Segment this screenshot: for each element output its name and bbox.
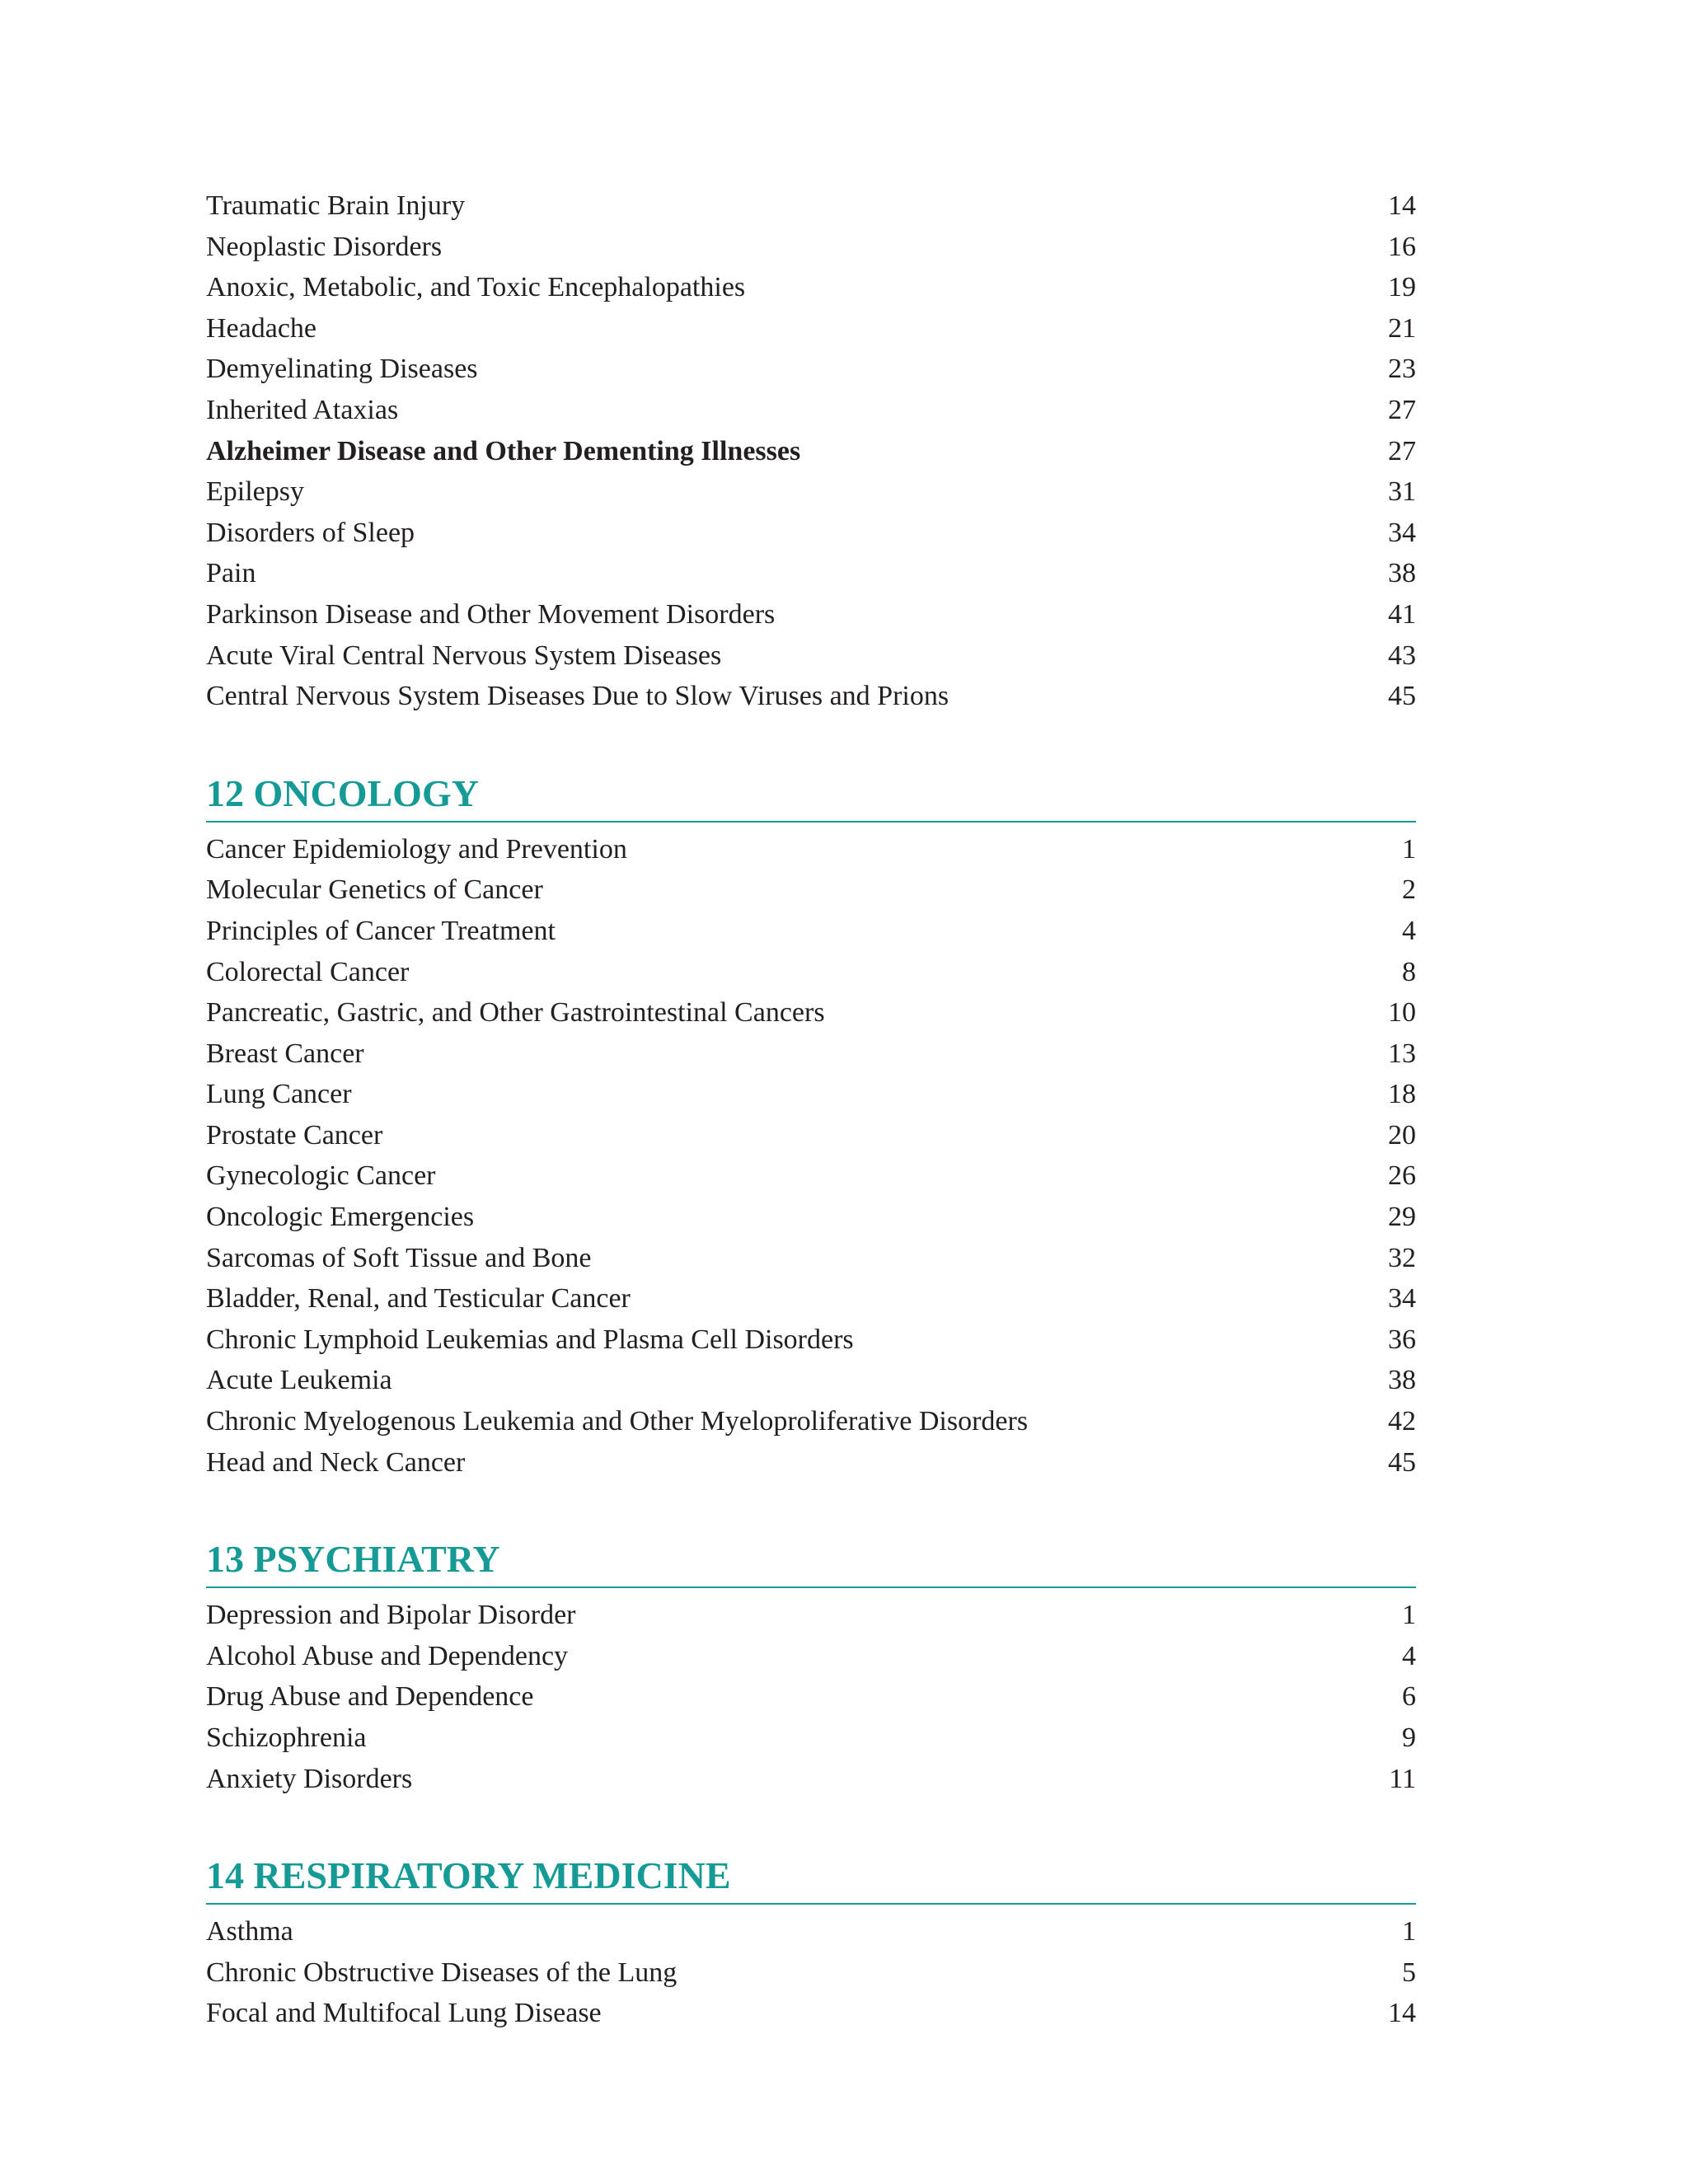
toc-entry[interactable] [206, 829, 1416, 870]
toc-entry-title: Chronic Lymphoid Leukemias and Plasma Cell Disorders [206, 1324, 854, 1355]
toc-entry-page: 1 [1402, 833, 1416, 865]
toc-entry-page: 19 [1388, 272, 1416, 303]
toc-entry[interactable] [206, 1759, 1416, 1800]
toc-entry[interactable] [206, 911, 1416, 952]
toc-entry-title: Sarcomas of Soft Tissue and Bone [206, 1242, 592, 1273]
toc-entry[interactable] [206, 594, 1416, 635]
toc-entry[interactable] [206, 1074, 1416, 1115]
toc-entry[interactable] [206, 1197, 1416, 1238]
section-respiratory-medicine [206, 1854, 1416, 2034]
toc-entry-title: Demyelinating Diseases [206, 354, 478, 385]
toc-entry[interactable] [206, 227, 1416, 268]
toc-entry-page: 2 [1402, 874, 1416, 906]
toc-entry-page: 45 [1388, 1446, 1416, 1478]
toc-entry-title: Cancer Epidemiology and Prevention [206, 833, 627, 865]
toc-entry[interactable] [206, 185, 1416, 227]
section-heading[interactable]: 12 ONCOLOGY [206, 771, 1416, 823]
toc-entry[interactable] [206, 869, 1416, 911]
toc-entry-title: Lung Cancer [206, 1079, 352, 1110]
toc-entry-page: 14 [1388, 190, 1416, 221]
toc-entry[interactable] [206, 1636, 1416, 1677]
toc-entry-title: Bladder, Renal, and Testicular Cancer [206, 1283, 631, 1315]
toc-entry-title: Molecular Genetics of Cancer [206, 874, 543, 906]
toc-entry-page: 4 [1402, 1640, 1416, 1671]
toc-entry-title: Schizophrenia [206, 1722, 367, 1753]
toc-entry-title: Inherited Ataxias [206, 394, 399, 425]
toc-entry[interactable] [206, 553, 1416, 594]
toc-entry-page: 13 [1388, 1038, 1416, 1069]
toc-entry-title: Acute Leukemia [206, 1365, 392, 1396]
toc-entry-page: 42 [1388, 1406, 1416, 1437]
toc-entry[interactable] [206, 992, 1416, 1033]
toc-entry-title: Head and Neck Cancer [206, 1446, 466, 1478]
toc-entry-page: 27 [1388, 435, 1416, 466]
toc-entry-page: 1 [1402, 1600, 1416, 1631]
toc-entry-page: 9 [1402, 1722, 1416, 1753]
toc-entry[interactable] [206, 1676, 1416, 1718]
toc-entry[interactable] [206, 1155, 1416, 1197]
toc-entry[interactable] [206, 952, 1416, 993]
toc-entry-page: 20 [1388, 1119, 1416, 1151]
toc-entry-title: Pain [206, 558, 256, 589]
toc-entry[interactable] [206, 390, 1416, 431]
toc-entry-page: 16 [1388, 231, 1416, 262]
toc-entry[interactable] [206, 1319, 1416, 1361]
toc-entry-highlighted[interactable] [206, 431, 1416, 472]
toc-entry-title: Prostate Cancer [206, 1119, 383, 1151]
section-heading[interactable]: 13 PSYCHIATRY [206, 1537, 1416, 1588]
toc-entry[interactable] [206, 1442, 1416, 1483]
toc-entry-title: Chronic Obstructive Diseases of the Lung [206, 1957, 678, 1988]
toc-entry-title: Alzheimer Disease and Other Dementing Illnesses [206, 435, 801, 466]
toc-entry[interactable] [206, 635, 1416, 677]
toc-entry-title: Alcohol Abuse and Dependency [206, 1640, 569, 1671]
toc-entry-title: Headache [206, 312, 317, 344]
toc-entry-page: 43 [1388, 640, 1416, 671]
toc-entry[interactable] [206, 308, 1416, 349]
toc-entry-page: 4 [1402, 915, 1416, 946]
toc-entry[interactable] [206, 1952, 1416, 1994]
toc-entry-page: 34 [1388, 517, 1416, 548]
toc-entry-title: Breast Cancer [206, 1038, 364, 1069]
toc-entry-page: 34 [1388, 1283, 1416, 1315]
toc-entry[interactable] [206, 676, 1416, 717]
toc-entry-title: Epilepsy [206, 476, 304, 508]
previous-chapter-entries [206, 185, 1416, 717]
toc-entry-title: Traumatic Brain Injury [206, 190, 466, 221]
toc-entry-page: 29 [1388, 1202, 1416, 1233]
toc-entry-page: 38 [1388, 1365, 1416, 1396]
section-oncology [206, 771, 1416, 1483]
toc-entry-page: 6 [1402, 1681, 1416, 1713]
toc-entry[interactable] [206, 1278, 1416, 1319]
section-heading[interactable]: 14 RESPIRATORY MEDICINE [206, 1854, 1416, 1905]
toc-entry[interactable] [206, 1360, 1416, 1401]
toc-entry[interactable] [206, 1115, 1416, 1156]
toc-entry-title: Asthma [206, 1916, 293, 1947]
section-psychiatry [206, 1537, 1416, 1799]
toc-entry-title: Focal and Multifocal Lung Disease [206, 1998, 602, 2029]
toc-entry-title: Colorectal Cancer [206, 956, 410, 987]
toc-entry-page: 11 [1389, 1763, 1416, 1794]
toc-entry[interactable] [206, 349, 1416, 390]
toc-entry-title: Gynecologic Cancer [206, 1160, 436, 1192]
toc-entry-page: 1 [1402, 1916, 1416, 1947]
toc-entry-title: Oncologic Emergencies [206, 1202, 475, 1233]
toc-entry[interactable] [206, 1401, 1416, 1442]
toc-entry-page: 14 [1388, 1998, 1416, 2029]
toc-entry-page: 10 [1388, 997, 1416, 1029]
toc-entry-page: 41 [1388, 598, 1416, 630]
toc-entry-title: Depression and Bipolar Disorder [206, 1600, 576, 1631]
toc-entry-page: 26 [1388, 1160, 1416, 1192]
toc-entry-page: 45 [1388, 681, 1416, 712]
table-of-contents [206, 185, 1416, 2034]
toc-entry[interactable] [206, 1993, 1416, 2034]
toc-entry-page: 36 [1388, 1324, 1416, 1355]
toc-entry[interactable] [206, 1718, 1416, 1759]
toc-entry-title: Anoxic, Metabolic, and Toxic Encephalopathies [206, 272, 746, 303]
toc-entry-page: 8 [1402, 956, 1416, 987]
toc-entry-page: 32 [1388, 1242, 1416, 1273]
toc-entry-title: Central Nervous System Diseases Due to Slow Viruses and Prions [206, 681, 950, 712]
toc-entry-title: Acute Viral Central Nervous System Diseases [206, 640, 722, 671]
toc-entry-title: Anxiety Disorders [206, 1763, 413, 1794]
toc-entry[interactable] [206, 513, 1416, 554]
toc-entry-title: Neoplastic Disorders [206, 231, 443, 262]
toc-entry[interactable] [206, 1238, 1416, 1279]
toc-entry-page: 27 [1388, 394, 1416, 425]
toc-entry-title: Chronic Myelogenous Leukemia and Other Myeloproliferative Disorders [206, 1406, 1029, 1437]
toc-entry-page: 21 [1388, 312, 1416, 344]
toc-entry-title: Disorders of Sleep [206, 517, 415, 548]
toc-entry-title: Principles of Cancer Treatment [206, 915, 556, 946]
toc-entry[interactable] [206, 1911, 1416, 1952]
toc-entry-page: 5 [1402, 1957, 1416, 1988]
toc-entry-title: Drug Abuse and Dependence [206, 1681, 534, 1713]
toc-entry[interactable] [206, 1033, 1416, 1075]
toc-entry-title: Pancreatic, Gastric, and Other Gastrointestinal Cancers [206, 997, 825, 1029]
toc-entry[interactable] [206, 267, 1416, 308]
toc-entry-page: 38 [1388, 558, 1416, 589]
toc-entry[interactable] [206, 471, 1416, 513]
toc-entry-page: 31 [1388, 476, 1416, 508]
toc-entry-title: Parkinson Disease and Other Movement Disorders [206, 598, 776, 630]
toc-entry[interactable] [206, 1595, 1416, 1636]
toc-entry-page: 18 [1388, 1079, 1416, 1110]
toc-entry-page: 23 [1388, 354, 1416, 385]
